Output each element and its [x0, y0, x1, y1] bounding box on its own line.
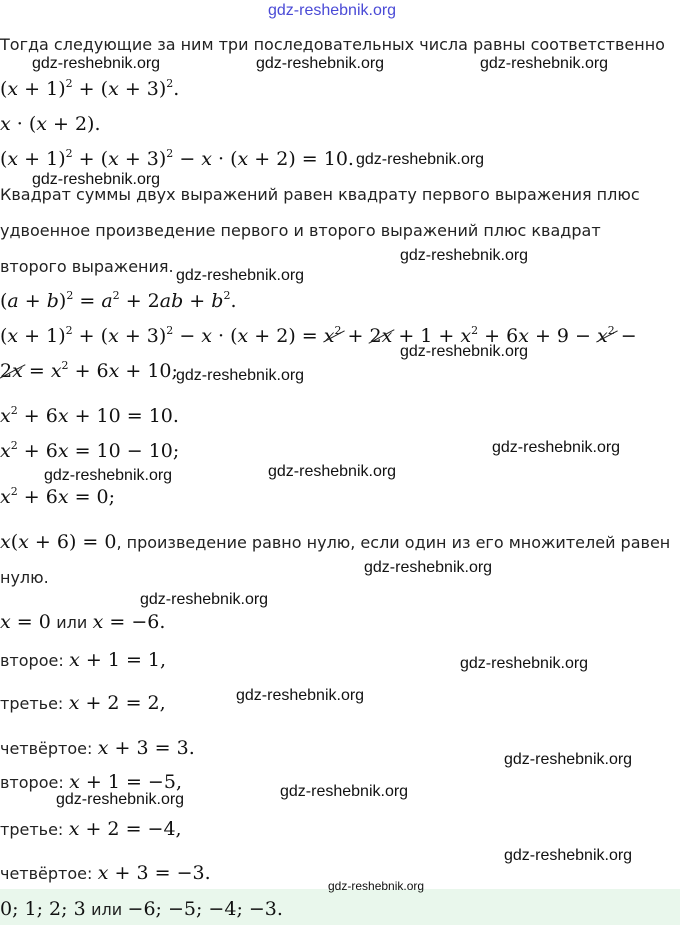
watermark: gdz-reshebnik.org: [504, 847, 633, 864]
rule-line-3: второго выражения.: [0, 257, 174, 276]
label-third: третье:: [0, 820, 64, 839]
case2-fourth: четвёртое: x + 3 = −3.: [0, 862, 211, 884]
watermark: gdz-reshebnik.org: [256, 55, 385, 72]
watermark: gdz-reshebnik.org: [176, 267, 305, 284]
rule-line-1: Квадрат суммы двух выражений равен квадрату первого выражения плюс: [0, 185, 640, 204]
watermark: gdz-reshebnik.org: [480, 55, 609, 72]
watermark: gdz-reshebnik.org: [364, 559, 493, 576]
watermark: gdz-reshebnik.org: [44, 467, 173, 484]
case1-fourth: четвёртое: x + 3 = 3.: [0, 737, 195, 759]
case1-second: второе: x + 1 = 1,: [0, 649, 167, 671]
formula-step-3: $x^2 + 6x = 0$;: [0, 485, 116, 508]
watermark: gdz-reshebnik.org: [176, 367, 305, 384]
answer-or-word: или: [91, 900, 123, 919]
product-explanation-end: нулю.: [0, 568, 49, 587]
formula-equation: $(x + 1)^2 + (x + 3)^2 - x \cdot (x + 2) = 10$.: [0, 147, 354, 170]
watermark: gdz-reshebnik.org: [492, 439, 621, 456]
watermark: gdz-reshebnik.org: [140, 591, 269, 608]
formula-product: x · (x + 2).: [0, 113, 101, 135]
case2-third: третье: x + 2 = −4,: [0, 818, 182, 840]
answer-line: 0; 1; 2; 3 или −6; −5; −4; −3.: [0, 898, 283, 920]
factored-line: x(x + 6) = 0, произведение равно нулю, если один из его множителей равен: [0, 531, 671, 553]
watermark: gdz-reshebnik.org: [356, 151, 485, 168]
case2-second: второе: x + 1 = −5,: [0, 771, 182, 793]
case1-third: третье: x + 2 = 2,: [0, 692, 166, 714]
label-second: второе:: [0, 773, 64, 792]
watermark: gdz-reshebnik.org: [400, 247, 529, 264]
watermark: gdz-reshebnik.org: [32, 171, 161, 188]
watermark: gdz-reshebnik.org: [328, 879, 425, 893]
formula-step-1: $x^2 + 6x + 10 = 10$.: [0, 404, 179, 427]
product-explanation: , произведение равно нулю, если один из его множителей равен: [116, 533, 671, 552]
watermark: gdz-reshebnik.org: [400, 343, 529, 360]
formula-square-of-sum: $(a + b)^2 = a^2 + 2ab + b^2$.: [0, 289, 237, 312]
rule-line-2: удвоенное произведение первого и второго выражений плюс квадрат: [0, 221, 601, 240]
watermark: gdz-reshebnik.org: [280, 783, 409, 800]
watermark: gdz-reshebnik.org: [504, 751, 633, 768]
intro-text: Тогда следующие за ним три последовательных числа равны соответственно: [0, 35, 665, 54]
watermark-top[interactable]: gdz-reshebnik.org: [268, 2, 397, 19]
or-word: или: [56, 613, 88, 632]
formula-squares: $(x + 1)^2 + (x + 3)^2$.: [0, 77, 180, 100]
label-second: второе:: [0, 651, 64, 670]
label-fourth: четвёртое:: [0, 864, 93, 883]
label-fourth: четвёртое:: [0, 739, 93, 758]
watermark: gdz-reshebnik.org: [56, 791, 185, 808]
formula-expansion: $(x + 1)^2 + (x + 3)^2 - x \cdot (x + 2) = x^2 + 2x + 1 + x^2 + 6x + 9 - x^2$ −: [0, 324, 637, 347]
formula-expansion-cont: $2x = x^2 + 6x + 10$;: [0, 359, 178, 382]
roots-line: x = 0 или x = −6.: [0, 611, 166, 633]
label-third: третье:: [0, 694, 64, 713]
formula-step-2: $x^2 + 6x = 10 - 10$;: [0, 439, 180, 462]
watermark: gdz-reshebnik.org: [460, 655, 589, 672]
watermark: gdz-reshebnik.org: [32, 55, 161, 72]
watermark: gdz-reshebnik.org: [236, 687, 365, 704]
watermark: gdz-reshebnik.org: [268, 463, 397, 480]
